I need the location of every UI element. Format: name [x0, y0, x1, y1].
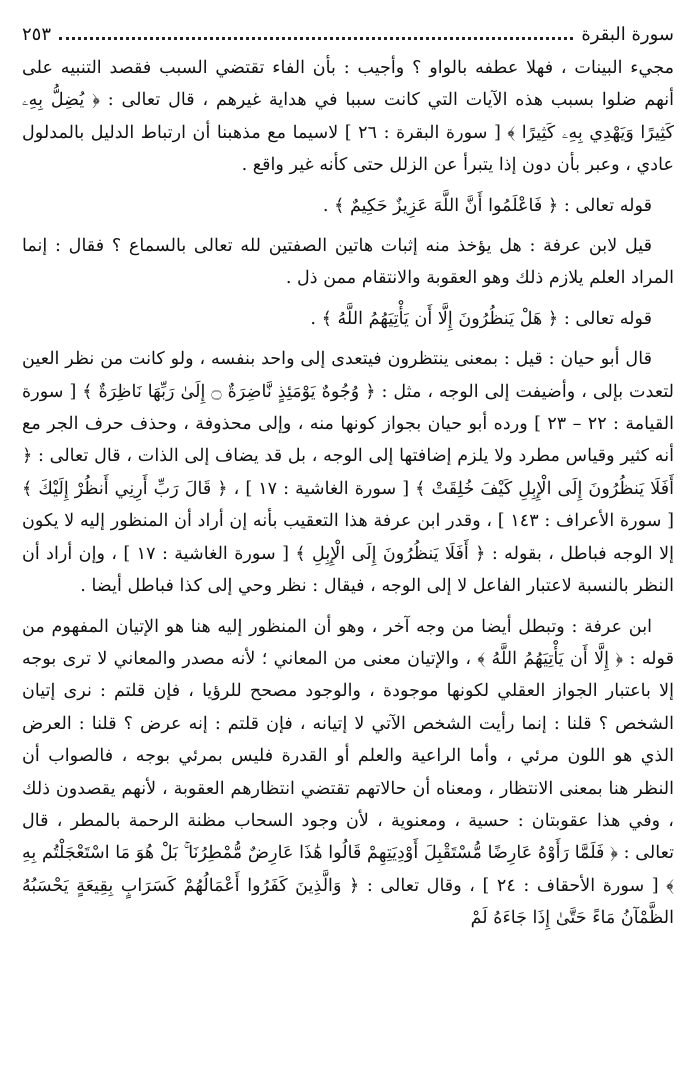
paragraph: قوله تعالى : ﴿ هَلْ يَنظُرُونَ إِلَّا أَن يَأْتِيَهُمُ اللَّهُ ﴾ .	[310, 308, 652, 329]
surah-title: سورة البقرة	[581, 24, 674, 45]
page-number: ٢٥٣	[22, 24, 52, 45]
paragraph: قال أبو حيان : قيل : بمعنى ينتظرون فيتعدى إلى واحد بنفسه ، ولو كانت من نظر العين لتعدت بإلى ، وأضيفت إلى الوجه ، مثل : ﴿ وُجُوهٌ يَوْمَئِذٍ نَّاضِرَةٌ ۝ إِلَىٰ رَبِّهَا نَاظِرَةٌ ﴾ [ سورة القيامة : ٢٢ – ٢٣ ] ورده أبو حيان بجواز كونها منه ، وإلى محذوفة ، وحذف حرف الجر مع أنه كثير وقياس مطرد ولا يلزم إضافتها إلى الوجه ، بل قد يضاف إلى الذات ، قال تعالى : ﴿ أَفَلَا يَنظُرُونَ إِلَى الْإِبِلِ كَيْفَ خُلِقَتْ ﴾ [ سورة الغاشية : ١٧ ] ، ﴿ قَالَ رَبِّ أَرِنِي أَنظُرْ إِلَيْكَ ﴾ [ سورة الأعراف : ١٤٣ ] ، وقدر ابن عرفة هذا التعقيب بأنه إن أراد أن المنظور إليه لا يكون إلا الوجه فباطل ، بقوله : ﴿ أَفَلَا يَنظُرُونَ إِلَى الْإِبِلِ ﴾ [ سورة الغاشية : ١٧ ] ، وإن أراد أن النظر بالنسبة لاعتبار الفاعل لا إلى الوجه ، فيقال : نظر وحي إلى كذا فباطل أيضا .	[22, 349, 674, 597]
header-dotted-rule	[59, 37, 573, 40]
book-page	[22, 18, 674, 1078]
paragraph: قيل لابن عرفة : هل يؤخذ منه إثبات هاتين الصفتين لله تعالى بالسماع ؟ فقال : إنما المراد العلم يلازم ذلك وهو العقوبة والانتقام ممن ذل .	[22, 236, 674, 289]
paragraph: ابن عرفة : وتبطل أيضا من وجه آخر ، وهو أن المنظور إليه هنا هو الإتيان المفهوم من قوله : ﴿ إِلَّا أَن يَأْتِيَهُمُ اللَّهُ ﴾ ، والإتيان معنى من المعاني ؛ لأنه مصدر والمعاني لا ترى بوجه إلا باعتبار الجواز العقلي لكونها موجودة ، والوجود مصحح للرؤيا ، فإن قلتم : نرى إتيان الشخص ؟ قلنا : إنما رأيت الشخص الآتي لا إتيانه ، فإن قلتم : إنه عرض ؟ قلنا : العرض الذي هو اللون مرئي ، وأما الراعية والعلم أو القدرة فليس بمرئي بوجه ، فالصواب أن النظر هنا بمعنى الانتظار ، ومعناه أن حالاتهم تقتضي انتظارهم العقوبة ، لأنهم يقصدون ذلك ، وفي هذا عقوبتان : حسية ، ومعنوية ، لأن وجود السحاب مظنة الرحمة بالمطر ، قال تعالى : ﴿ فَلَمَّا رَأَوْهُ عَارِضًا مُّسْتَقْبِلَ أَوْدِيَتِهِمْ قَالُوا هَٰذَا عَارِضٌ مُّمْطِرُنَا ۚ بَلْ هُوَ مَا اسْتَعْجَلْتُم بِهِ ﴾ [ سورة الأحقاف : ٢٤ ] ، وقال تعالى : ﴿ وَالَّذِينَ كَفَرُوا أَعْمَالُهُمْ كَسَرَابٍ بِقِيعَةٍ يَحْسَبُهُ الظَّمْآنُ مَاءً حَتَّىٰ إِذَا جَاءَهُ لَمْ	[22, 616, 674, 929]
paragraph: قوله تعالى : ﴿ فَاعْلَمُوا أَنَّ اللَّهَ عَزِيزٌ حَكِيمٌ ﴾ .	[322, 195, 652, 216]
paragraph: مجيء البينات ، فهلا عطفه بالواو ؟ وأجيب : بأن الفاء تقتضي السبب فقصد التنبيه على أنهم ضلوا بسبب هذه الآيات التي كانت سببا في هداية غيرهم ، قال تعالى : ﴿ يُضِلُّ بِهِۦ كَثِيرًا وَيَهْدِي بِهِۦ كَثِيرًا ﴾ [ سورة البقرة : ٢٦ ] لاسيما مع مذهبنا أن ارتباط الدليل بالمدلول عادي ، وعبر بأن دون إذا يتبرأ عن الزلل حتى كأنه غير واقع .	[22, 58, 674, 176]
running-header	[22, 18, 674, 52]
body-text	[22, 52, 674, 935]
